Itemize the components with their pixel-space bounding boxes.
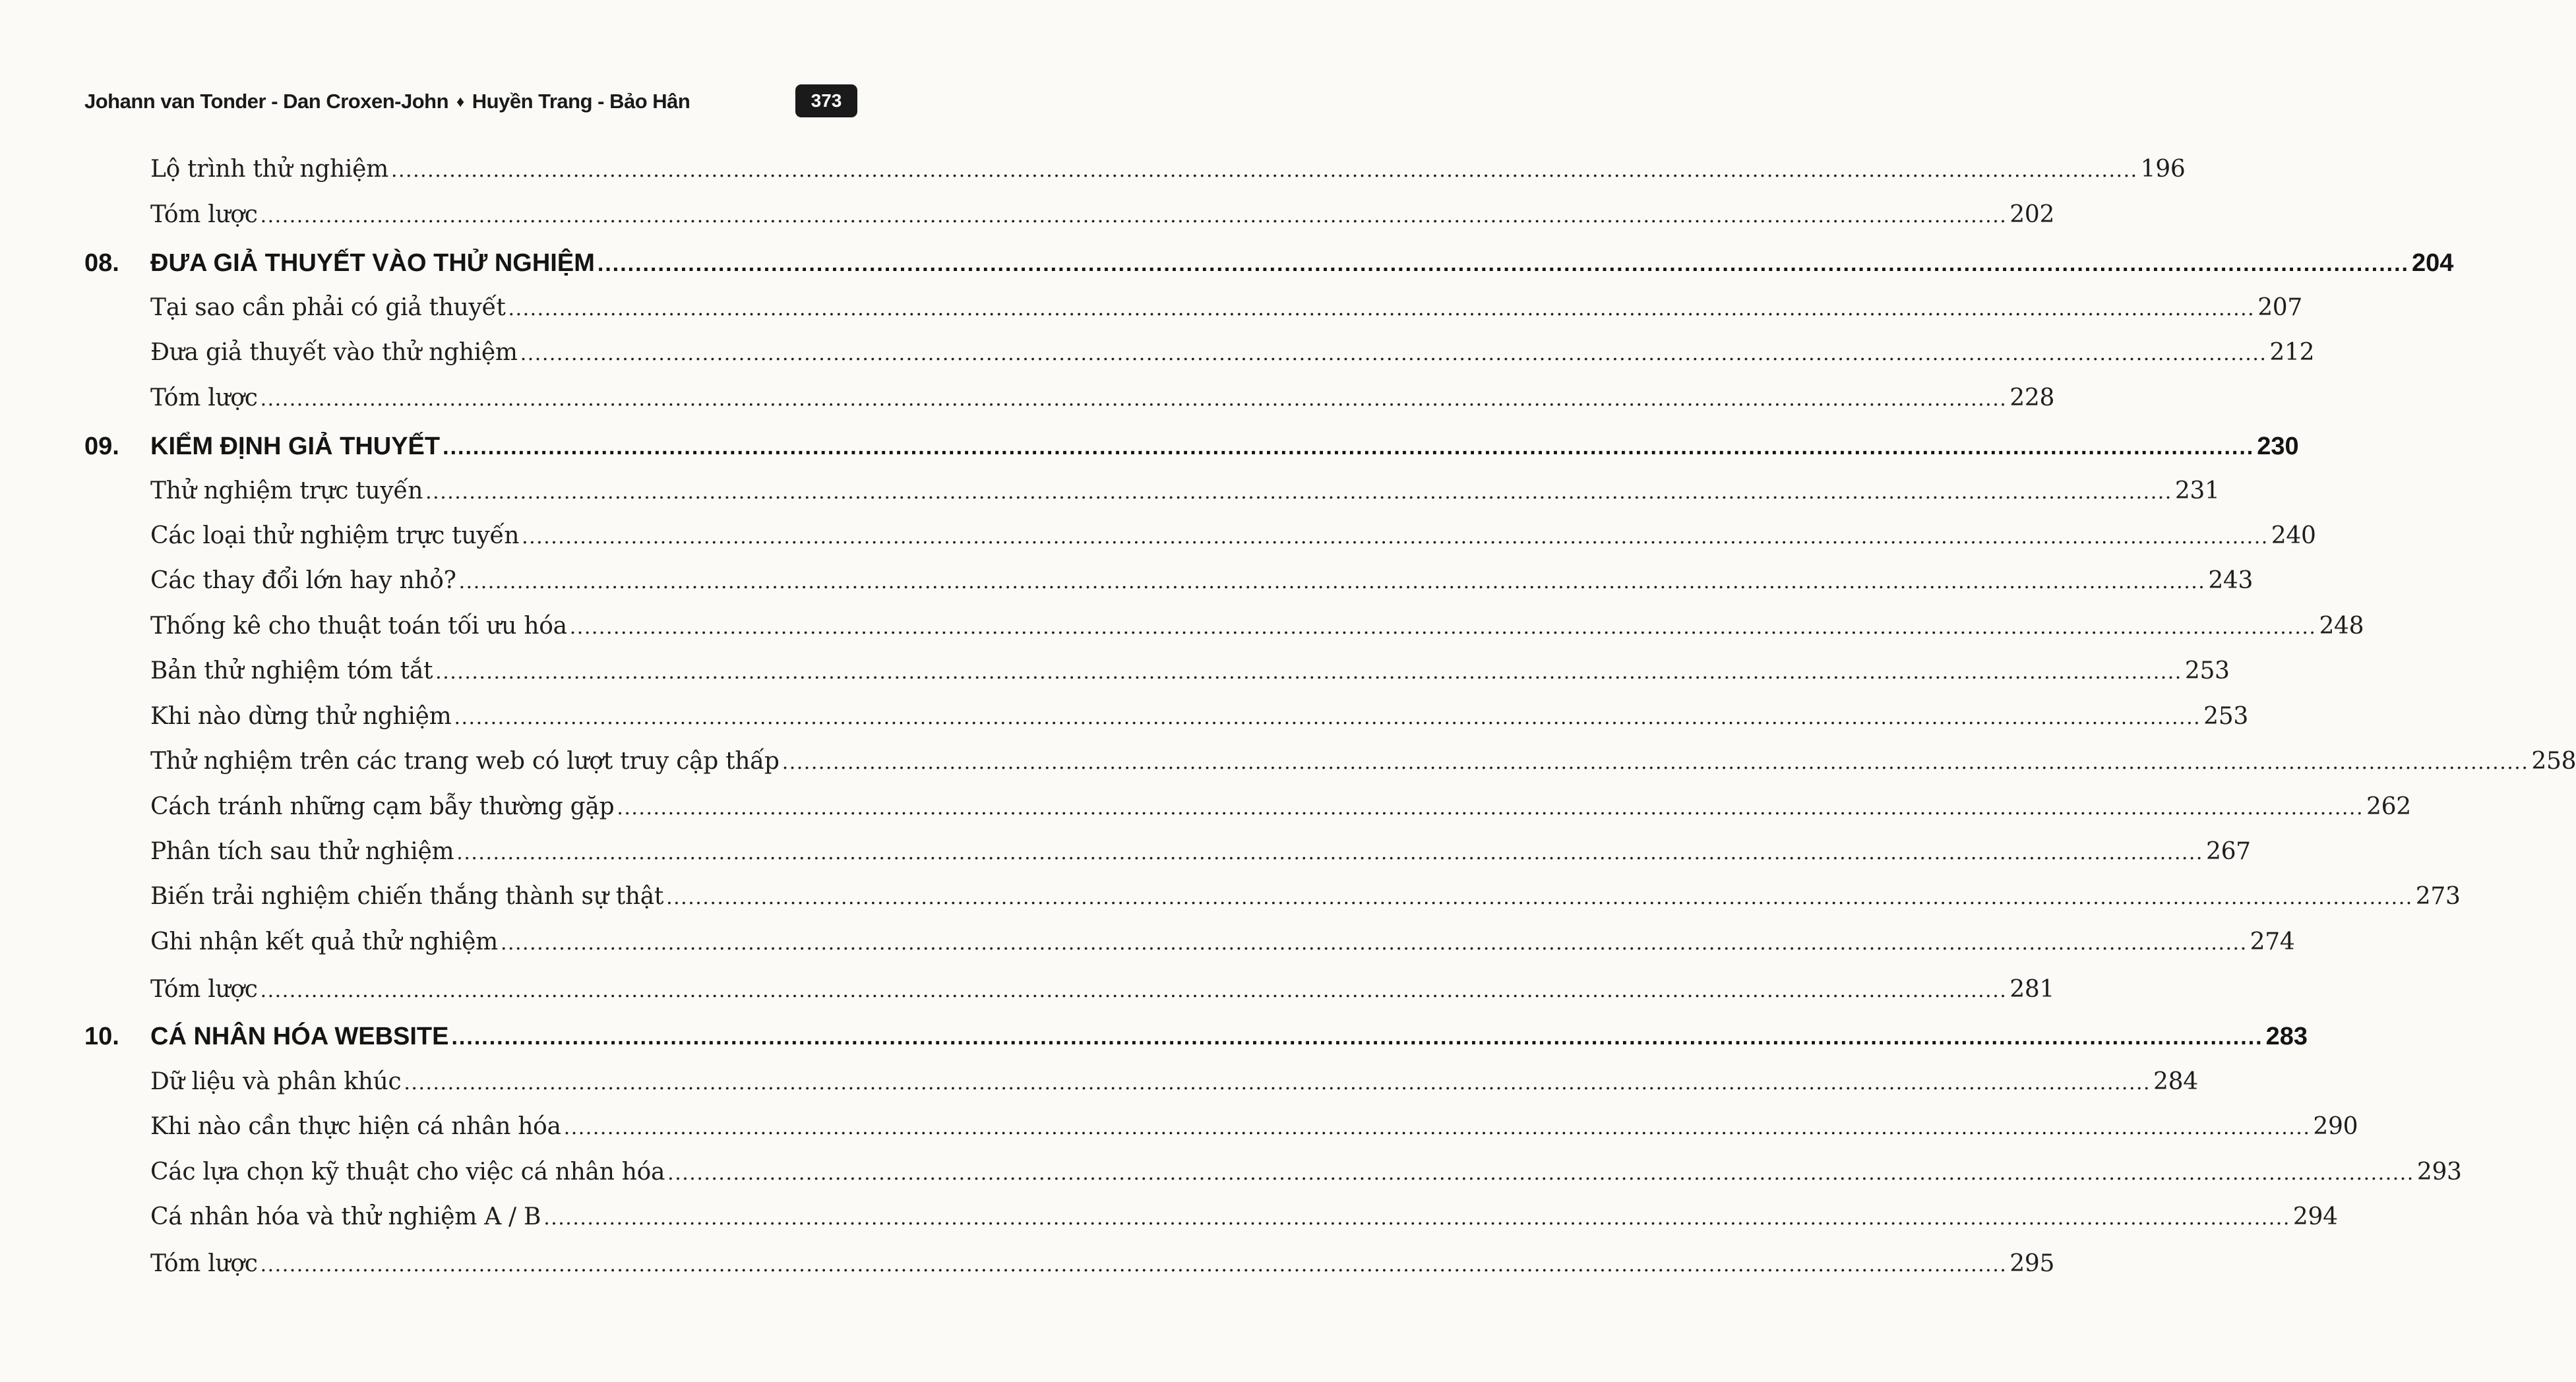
chapter-page: 283 <box>2265 1023 2308 1050</box>
toc-entry-title: Bản thử nghiệm tóm tắt <box>150 657 433 684</box>
toc-entry <box>150 928 2295 955</box>
toc-entry-page: 243 <box>2208 567 2254 594</box>
toc-entry <box>150 1158 2462 1186</box>
toc-entry-title: Tại sao cần phải có giả thuyết <box>150 294 506 321</box>
dot-leader: ................................................................................................................................................................................................................................................ <box>617 796 2364 820</box>
toc-entry-page: 290 <box>2313 1113 2358 1140</box>
toc-entry <box>150 838 2251 865</box>
toc-entry-page: 202 <box>2009 201 2055 228</box>
dot-leader: ................................................................................................................................................................................................................................................ <box>666 886 2413 909</box>
toc-entry <box>150 793 2411 820</box>
translator-names: Huyền Trang - Bảo Hân <box>472 90 690 113</box>
toc-entry-page: 196 <box>2140 156 2186 183</box>
chapter-title: KIỂM ĐỊNH GIẢ THUYẾT <box>150 433 441 460</box>
chapter-title: CÁ NHÂN HÓA WEBSITE <box>150 1023 449 1050</box>
toc-entry-page: 274 <box>2250 928 2295 955</box>
dot-leader: ................................................................................................................................................................................................................................................ <box>563 1116 2311 1139</box>
dot-leader: ................................................................................................................................................................................................................................................ <box>435 661 2182 684</box>
toc-entry <box>150 567 2254 594</box>
toc-entry-title: Phân tích sau thử nghiệm <box>150 838 454 865</box>
dot-leader: ................................................................................................................................................................................................................................................ <box>260 204 2008 227</box>
dot-leader: ................................................................................................................................................................................................................................................ <box>520 342 2267 365</box>
dot-leader: ................................................................................................................................................................................................................................................ <box>569 616 2317 639</box>
diamond-separator-icon: ♦ <box>456 93 464 111</box>
toc-entry-page: 212 <box>2269 339 2315 366</box>
toc-chapter <box>84 249 2454 278</box>
toc-entry-title: Tóm lược <box>150 384 258 411</box>
dot-leader: ................................................................................................................................................................................................................................................ <box>390 159 2138 182</box>
dot-leader: ................................................................................................................................................................................................................................................ <box>454 706 2201 729</box>
dot-leader: ................................................................................................................................................................................................................................................ <box>260 388 2008 411</box>
toc-entry-page: 262 <box>2366 793 2411 820</box>
toc-entry-page: 295 <box>2009 1250 2055 1277</box>
chapter-page: 204 <box>2411 249 2454 277</box>
toc-entry-page: 281 <box>2009 976 2055 1003</box>
toc-entry <box>150 1203 2338 1230</box>
author-names: Johann van Tonder - Dan Croxen-John <box>84 90 449 113</box>
toc-entry-title: Cá nhân hóa và thử nghiệm A / B <box>150 1203 541 1230</box>
dot-leader: ................................................................................................................................................................................................................................................ <box>500 932 2248 955</box>
toc-entry-page: 248 <box>2319 613 2364 640</box>
toc-entry-title: Các loại thử nghiệm trực tuyến <box>150 522 520 549</box>
toc-entry-title: Cách tránh những cạm bẫy thường gặp <box>150 793 615 820</box>
toc-entry <box>150 748 2576 775</box>
toc-entry-title: Thử nghiệm trực tuyến <box>150 477 423 504</box>
chapter-title: ĐƯA GIẢ THUYẾT VÀO THỬ NGHIỆM <box>150 249 595 277</box>
toc-entry <box>150 294 2303 321</box>
toc-entry-title: Ghi nhận kết quả thử nghiệm <box>150 928 498 955</box>
toc-entry-page: 284 <box>2153 1068 2198 1095</box>
toc-entry-title: Dữ liệu và phân khúc <box>150 1068 402 1095</box>
toc-chapter <box>84 433 2299 461</box>
page-number-badge: 373 <box>795 84 857 117</box>
toc-entry <box>150 1250 2055 1277</box>
toc-entry-title: Tóm lược <box>150 201 258 228</box>
toc-entry <box>150 976 2055 1003</box>
toc-entry <box>150 613 2364 640</box>
toc-entry <box>150 201 2055 228</box>
toc-entry-title: Các thay đổi lớn hay nhỏ? <box>150 567 456 594</box>
toc-entry-page: 207 <box>2257 294 2303 321</box>
toc-entry-page: 294 <box>2292 1203 2338 1230</box>
dot-leader: ................................................................................................................................................................................................................................................ <box>443 435 2255 460</box>
toc-entry-page: 253 <box>2203 703 2248 730</box>
toc-entry-title: Khi nào dừng thử nghiệm <box>150 703 452 730</box>
toc-entry <box>150 156 2186 183</box>
toc-entry-page: 293 <box>2416 1158 2462 1186</box>
toc-entry-title: Tóm lược <box>150 1250 258 1277</box>
dot-leader: ................................................................................................................................................................................................................................................ <box>508 297 2255 320</box>
toc-entry-title: Biến trải nghiệm chiến thắng thành sự thật <box>150 883 664 910</box>
toc-entry-page: 253 <box>2184 657 2230 684</box>
toc-entry <box>150 384 2055 411</box>
toc-entry-page: 258 <box>2531 748 2576 775</box>
toc-entry-page: 231 <box>2174 477 2220 504</box>
toc-entry-title: Thống kê cho thuật toán tối ưu hóa <box>150 613 567 640</box>
dot-leader: ................................................................................................................................................................................................................................................ <box>522 526 2269 549</box>
dot-leader: ................................................................................................................................................................................................................................................ <box>404 1071 2151 1095</box>
dot-leader: ................................................................................................................................................................................................................................................ <box>543 1207 2290 1230</box>
chapter-number: 09. <box>84 433 119 460</box>
dot-leader: ................................................................................................................................................................................................................................................ <box>458 570 2206 593</box>
toc-entry <box>150 883 2461 910</box>
toc-entry-title: Đưa giả thuyết vào thử nghiệm <box>150 339 518 366</box>
toc-chapter <box>84 1023 2308 1051</box>
toc-entry <box>150 477 2220 504</box>
dot-leader: ................................................................................................................................................................................................................................................ <box>451 1025 2263 1050</box>
dot-leader: ................................................................................................................................................................................................................................................ <box>260 979 2008 1002</box>
chapter-page: 230 <box>2257 433 2299 460</box>
toc-entry <box>150 1068 2198 1095</box>
toc-entry-title: Thử nghiệm trên các trang web có lượt truy cập thấp <box>150 748 780 775</box>
toc-entry-page: 273 <box>2415 883 2461 910</box>
toc-entry-title: Lộ trình thử nghiệm <box>150 156 388 183</box>
dot-leader: ................................................................................................................................................................................................................................................ <box>425 481 2172 504</box>
toc-entry <box>150 522 2316 549</box>
toc-entry-title: Tóm lược <box>150 976 258 1003</box>
toc-entry <box>150 657 2230 684</box>
dot-leader: ................................................................................................................................................................................................................................................ <box>456 841 2203 864</box>
toc-entry <box>150 339 2315 366</box>
dot-leader: ................................................................................................................................................................................................................................................ <box>782 751 2529 774</box>
toc-entry <box>150 703 2248 730</box>
toc-entry <box>150 1113 2358 1140</box>
dot-leader: ................................................................................................................................................................................................................................................ <box>260 1253 2008 1277</box>
toc-entry-title: Các lựa chọn kỹ thuật cho việc cá nhân hóa <box>150 1158 665 1186</box>
chapter-number: 08. <box>84 249 119 277</box>
toc-entry-page: 267 <box>2205 838 2251 865</box>
chapter-number: 10. <box>84 1023 119 1050</box>
dot-leader: ................................................................................................................................................................................................................................................ <box>667 1162 2414 1185</box>
toc-entry-page: 240 <box>2271 522 2316 549</box>
toc-entry-title: Khi nào cần thực hiện cá nhân hóa <box>150 1113 561 1140</box>
toc-entry-page: 228 <box>2009 384 2055 411</box>
dot-leader: ................................................................................................................................................................................................................................................ <box>597 251 2409 276</box>
